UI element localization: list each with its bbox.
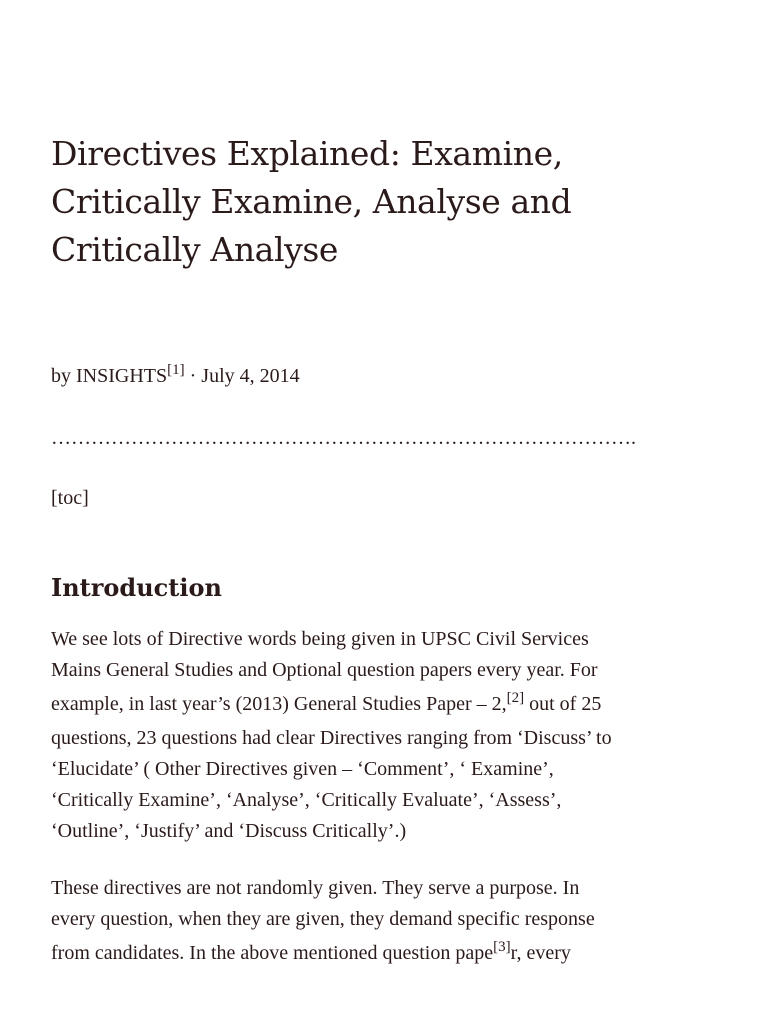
- footnote-ref-1[interactable]: [1]: [167, 361, 185, 378]
- paragraph-line: ‘Critically Examine’, ‘Analyse’, ‘Critically Evaluate’, ‘Assess’,: [51, 789, 562, 811]
- article-title-line: Directives Explained: Examine,: [51, 134, 563, 173]
- section-heading-introduction: Introduction: [51, 573, 222, 602]
- paragraph-line: questions, 23 questions had clear Directives ranging from ‘Discuss’ to: [51, 727, 612, 749]
- paragraph-line: every question, when they are given, they demand specific response: [51, 908, 595, 930]
- dotted-separator: …………………………………………………………………………….: [51, 427, 636, 449]
- paragraph-line: ‘Elucidate’ ( Other Directives given – ‘Comment’, ‘ Examine’,: [51, 758, 554, 780]
- byline-date: · July 4, 2014: [184, 365, 300, 387]
- byline: [51, 362, 300, 390]
- paragraph-line: These directives are not randomly given. They serve a purpose. In: [51, 877, 580, 899]
- toc-placeholder: [toc]: [51, 487, 89, 509]
- byline-author: by INSIGHTS: [51, 365, 168, 387]
- paragraph-text: r, every: [510, 942, 571, 964]
- article-title-line: Critically Examine, Analyse and: [51, 182, 572, 221]
- paragraph-text: out of 25: [524, 693, 602, 715]
- paragraph-text: example, in last year’s (2013) General Studies Paper – 2,: [51, 693, 507, 715]
- article-title-line: Critically Analyse: [51, 230, 339, 269]
- paragraph-line: ‘Outline’, ‘Justify’ and ‘Discuss Critically’.): [51, 820, 407, 842]
- paragraph-1: [51, 624, 691, 847]
- footnote-ref-2[interactable]: [2]: [506, 689, 525, 706]
- paragraph-2: [51, 873, 691, 972]
- paragraph-line: We see lots of Directive words being given in UPSC Civil Services: [51, 628, 589, 650]
- footnote-ref-3[interactable]: [3]: [493, 938, 511, 955]
- paragraph-line: [51, 935, 691, 972]
- paragraph-line: Mains General Studies and Optional question papers every year. For: [51, 659, 598, 681]
- paragraph-text: from candidates. In the above mentioned question pape: [51, 942, 494, 964]
- article-title: [51, 130, 691, 274]
- paragraph-line: [51, 686, 691, 723]
